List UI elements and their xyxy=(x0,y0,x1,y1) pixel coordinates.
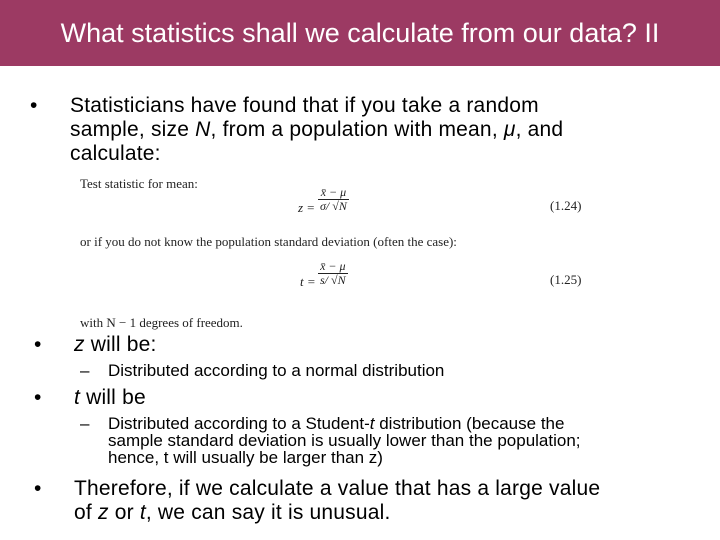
eq2-number: (1.25) xyxy=(550,272,582,287)
bullet-text: will be xyxy=(80,386,146,409)
text-fragment: , and xyxy=(515,118,564,141)
text-fragment: of xyxy=(74,501,98,524)
slide-title: What statistics shall we calculate from our data? II xyxy=(60,17,660,48)
eq1-lhs: z = xyxy=(298,200,316,215)
bullet-line xyxy=(74,501,600,525)
eq1-fraction xyxy=(318,186,349,213)
eq1-denominator: σ/ √N xyxy=(320,199,347,213)
caption-unknown-sd: or if you do not know the population standard deviation (often the case): xyxy=(80,234,457,249)
sub-bullet-normal xyxy=(80,361,445,380)
caption-test-statistic: Test statistic for mean: xyxy=(80,176,198,191)
bullet-line xyxy=(70,118,563,142)
bullet-line: Therefore, if we calculate a value that has a large value xyxy=(74,477,601,500)
caption-degrees-freedom: with N − 1 degrees of freedom. xyxy=(80,315,243,330)
var-t: t xyxy=(369,414,375,433)
var-t: t xyxy=(139,501,146,524)
var-t: t xyxy=(74,386,81,409)
bullet-z xyxy=(34,333,157,357)
eq2-fraction xyxy=(318,260,348,287)
slide-title-bar xyxy=(0,0,720,66)
var-n: N xyxy=(195,118,211,141)
var-mu: μ xyxy=(503,118,516,141)
bullet-statisticians xyxy=(30,94,564,166)
text-fragment: or xyxy=(108,501,140,524)
sub-bullet-line: sample standard deviation is usually lower than the population; xyxy=(108,431,581,450)
text-fragment: distribution (because the xyxy=(374,414,565,433)
sub-bullet-text: Distributed according to a normal distribution xyxy=(108,361,445,380)
sub-bullet-dash: – xyxy=(80,361,90,380)
text-fragment: , from a population with mean, xyxy=(210,118,504,141)
bullet-text: will be: xyxy=(84,333,157,356)
sub-bullet-line xyxy=(108,415,581,432)
bullet-therefore xyxy=(34,477,601,525)
sub-bullet-student-t xyxy=(80,414,581,467)
text-fragment: sample, size xyxy=(70,118,196,141)
eq1-number: (1.24) xyxy=(550,198,582,213)
bullet-dot: • xyxy=(34,333,42,356)
var-z: z xyxy=(74,333,85,356)
bullet-line: calculate: xyxy=(70,142,161,165)
text-fragment: , we can say it is unusual. xyxy=(145,501,391,524)
eq2-denominator: s/ √N xyxy=(320,273,346,287)
sub-bullet-dash: – xyxy=(80,414,90,433)
sub-bullet-line: hence, t will usually be larger than z) xyxy=(108,448,383,467)
eq1-numerator: x̄ − μ xyxy=(320,185,347,199)
bullet-dot: • xyxy=(34,477,42,500)
eq2-lhs: t = xyxy=(300,274,316,289)
bullet-dot: • xyxy=(34,386,42,409)
bullet-t xyxy=(34,386,146,410)
eq2-numerator: x̄ − μ xyxy=(320,259,346,273)
formula-figure xyxy=(80,172,600,332)
bullet-dot: • xyxy=(30,94,38,117)
var-z: z xyxy=(97,501,109,524)
text-fragment: Distributed according to a Student- xyxy=(108,414,370,433)
bullet-line: Statisticians have found that if you take a random xyxy=(70,94,539,117)
